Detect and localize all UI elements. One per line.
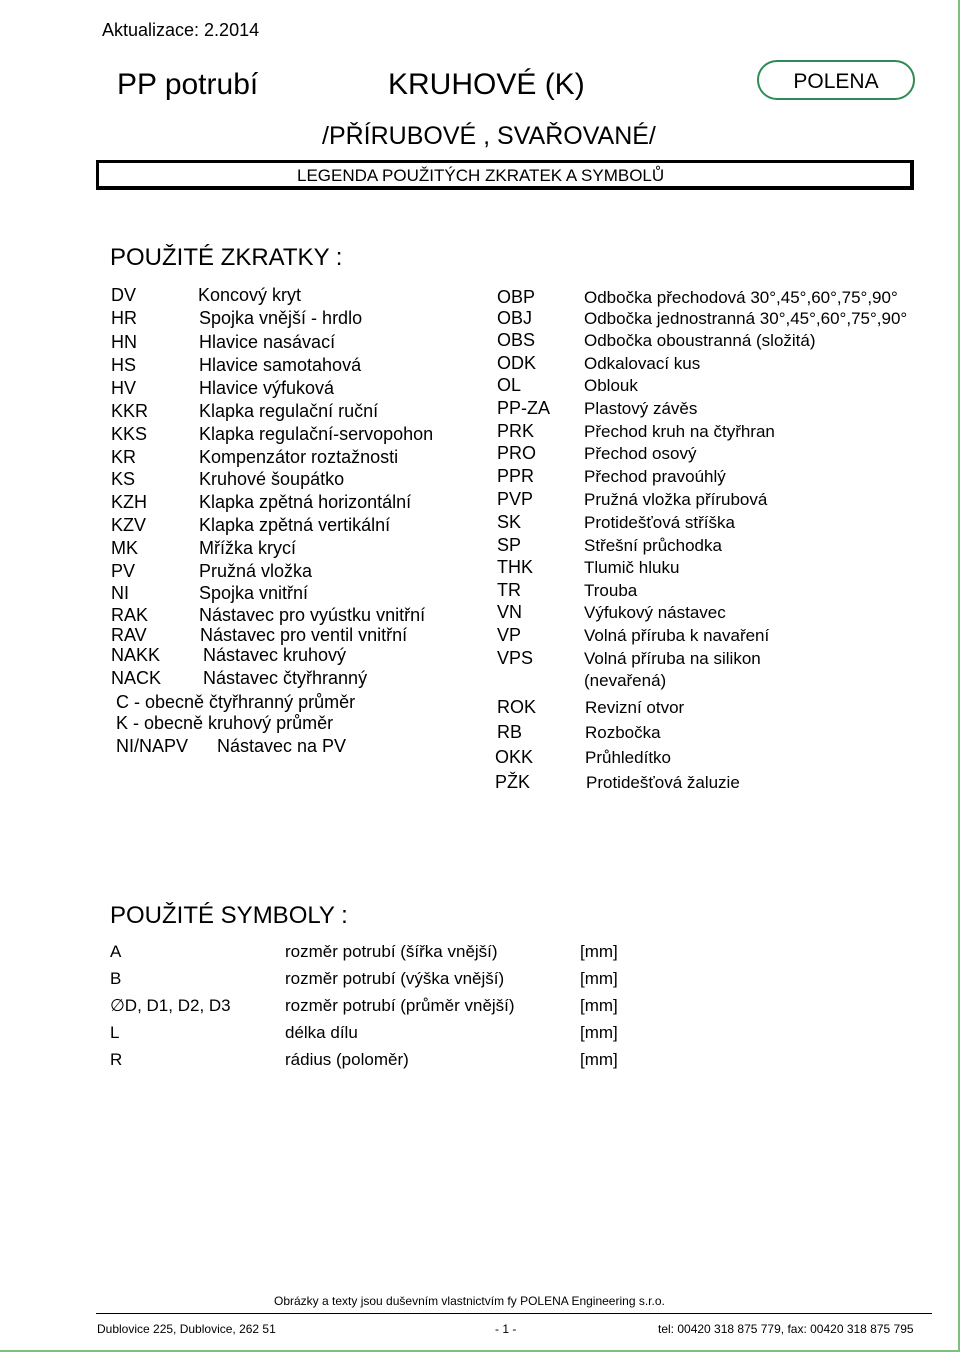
footer-address: Dublovice 225, Dublovice, 262 51 [97, 1322, 276, 1336]
nienapv-code: NI/NAPV [116, 736, 189, 756]
abbr-right-code: RB [497, 722, 523, 742]
abbr-right-desc: Odbočka jednostranná 30°,45°,60°,75°,90° [584, 309, 908, 328]
abbr-left-code: HV [111, 378, 137, 398]
abbr-right-desc: Střešní průchodka [584, 536, 722, 555]
abbr-right-desc-continued: (nevařená) [584, 671, 667, 690]
abbr-left-code: NAKK [111, 645, 161, 665]
abbr-left-desc: Hlavice nasávací [199, 332, 336, 352]
symbol-unit: [mm] [580, 996, 618, 1015]
logo-text: POLENA [793, 70, 879, 93]
abbr-left-desc: Nástavec kruhový [203, 645, 347, 665]
nienapv-desc: Nástavec na PV [217, 736, 347, 756]
abbr-right-code: OBJ [497, 308, 533, 328]
abbr-left-code: KR [111, 447, 137, 467]
symbol-code: R [110, 1050, 123, 1069]
abbreviations-heading: POUŽITÉ ZKRATKY : [110, 244, 343, 271]
symbol-desc: rádius (poloměr) [285, 1050, 409, 1069]
abbr-left-desc: Klapka regulační ruční [199, 401, 379, 421]
abbr-right-code: OL [497, 375, 522, 395]
abbr-right-code: PPR [497, 466, 535, 486]
abbr-right-desc: Průhledítko [585, 748, 671, 767]
symbol-code: B [110, 969, 122, 988]
abbr-left-code: HS [111, 355, 137, 375]
abbr-right-desc: Odbočka oboustranná (složitá) [584, 331, 816, 350]
update-date: Aktualizace: 2.2014 [102, 20, 260, 40]
abbr-right-desc: Pružná vložka přírubová [584, 490, 768, 509]
title-left: PP potrubí [117, 68, 259, 101]
abbr-right-code: OBS [497, 330, 536, 350]
abbr-right-desc: Volná příruba k navaření [584, 626, 770, 645]
abbr-left-desc: Mřížka krycí [199, 538, 296, 558]
abbr-right-code: VN [497, 602, 523, 622]
abbr-right-code: ROK [497, 697, 537, 717]
symbols-heading: POUŽITÉ SYMBOLY : [110, 902, 348, 929]
abbr-right-code: VPS [497, 648, 534, 668]
abbr-left-code: RAK [111, 605, 149, 625]
abbr-right-code: PP-ZA [497, 398, 551, 418]
abbr-left-desc: Hlavice samotahová [199, 355, 362, 375]
abbr-left-code: HN [111, 332, 137, 352]
symbol-code: A [110, 942, 122, 961]
note-k: K - obecně kruhový průměr [116, 713, 334, 733]
abbr-left-desc: Spojka vnitřní [199, 583, 309, 603]
abbr-left-code: NI [111, 583, 129, 603]
abbr-right-code: THK [497, 557, 533, 577]
footer-copyright: Obrázky a texty jsou duševním vlastnictvím fy POLENA Engineering s.r.o. [274, 1294, 665, 1308]
abbr-right-code: SP [497, 535, 522, 555]
abbr-left-desc: Klapka zpětná horizontální [199, 492, 412, 512]
abbr-right-desc: Trouba [584, 581, 638, 600]
abbr-left-code: PV [111, 561, 136, 581]
abbr-right-desc: Výfukový nástavec [584, 603, 726, 622]
abbr-right-code: PVP [497, 489, 534, 509]
abbr-right-code: PŽK [495, 772, 531, 792]
abbr-left-desc: Nástavec pro ventil vnitřní [200, 625, 408, 645]
abbr-right-code: PRO [497, 443, 537, 463]
note-c: C - obecně čtyřhranný průměr [116, 692, 356, 712]
abbr-left-desc: Nástavec pro vyústku vnitřní [199, 605, 426, 625]
abbr-right-code: PRK [497, 421, 535, 441]
abbr-left-code: KKS [111, 424, 148, 444]
legend-title-box [96, 160, 914, 190]
abbr-left-desc: Koncový kryt [198, 285, 302, 305]
abbr-right-desc: Protidešťová stříška [584, 513, 735, 532]
symbol-desc: délka dílu [285, 1023, 358, 1042]
title-center: KRUHOVÉ (K) [388, 68, 585, 101]
abbr-left-code: KZV [111, 515, 147, 535]
abbr-right-code: OKK [495, 747, 534, 767]
abbr-right-desc: Tlumič hluku [584, 558, 680, 577]
polena-logo [757, 60, 915, 100]
abbr-left-code: KS [111, 469, 136, 489]
symbol-unit: [mm] [580, 1023, 618, 1042]
abbr-left-desc: Hlavice výfuková [199, 378, 335, 398]
abbr-right-code: TR [497, 580, 521, 600]
abbr-right-desc: Volná příruba na silikon [584, 649, 761, 668]
abbr-left-desc: Kruhové šoupátko [199, 469, 345, 489]
symbol-code: ∅D, D1, D2, D3 [110, 996, 231, 1015]
abbr-left-desc: Nástavec čtyřhranný [203, 668, 368, 688]
abbr-left-code: DV [111, 285, 137, 305]
abbr-right-desc: Odbočka přechodová 30°,45°,60°,75°,90° [584, 288, 898, 307]
footer-contact: tel: 00420 318 875 779, fax: 00420 318 875 795 [658, 1322, 914, 1336]
abbr-left-desc: Klapka regulační-servopohon [199, 424, 434, 444]
abbr-left-desc: Spojka vnější - hrdlo [199, 308, 363, 328]
abbr-left-desc: Kompenzátor roztažnosti [199, 447, 399, 467]
abbr-right-code: SK [497, 512, 522, 532]
abbr-right-desc: Revizní otvor [585, 698, 685, 717]
footer-divider [96, 1313, 932, 1314]
abbr-left-code: KKR [111, 401, 149, 421]
abbr-left-code: HR [111, 308, 137, 328]
abbr-right-desc: Přechod osový [584, 444, 697, 463]
symbol-desc: rozměr potrubí (výška vnější) [285, 969, 505, 988]
abbr-left-code: RAV [111, 625, 147, 645]
abbr-right-desc: Odkalovací kus [584, 354, 701, 373]
abbr-left-code: KZH [111, 492, 147, 512]
subtitle: /PŘÍRUBOVÉ , SVAŘOVANÉ/ [322, 122, 656, 150]
symbol-desc: rozměr potrubí (šířka vnější) [285, 942, 498, 961]
abbr-right-desc: Protidešťová žaluzie [586, 773, 740, 792]
abbr-right-desc: Oblouk [584, 376, 638, 395]
abbr-right-desc: Plastový závěs [584, 399, 698, 418]
symbol-unit: [mm] [580, 942, 618, 961]
abbr-right-desc: Přechod pravoúhlý [584, 467, 726, 486]
abbr-left-desc: Klapka zpětná vertikální [199, 515, 391, 535]
footer-page-number: - 1 - [495, 1322, 517, 1336]
abbr-right-code: ODK [497, 353, 537, 373]
symbol-code: L [110, 1023, 120, 1042]
symbol-desc: rozměr potrubí (průměr vnější) [285, 996, 515, 1015]
abbr-right-desc: Přechod kruh na čtyřhran [584, 422, 775, 441]
symbol-unit: [mm] [580, 969, 618, 988]
legend-title: LEGENDA POUŽITÝCH ZKRATEK A SYMBOLŮ [297, 166, 665, 185]
abbr-right-desc: Rozbočka [585, 723, 661, 742]
abbr-left-code: NACK [111, 668, 162, 688]
symbol-unit: [mm] [580, 1050, 618, 1069]
abbr-left-desc: Pružná vložka [199, 561, 313, 581]
abbr-right-code: OBP [497, 287, 536, 307]
abbr-left-code: MK [111, 538, 138, 558]
abbr-right-code: VP [497, 625, 522, 645]
